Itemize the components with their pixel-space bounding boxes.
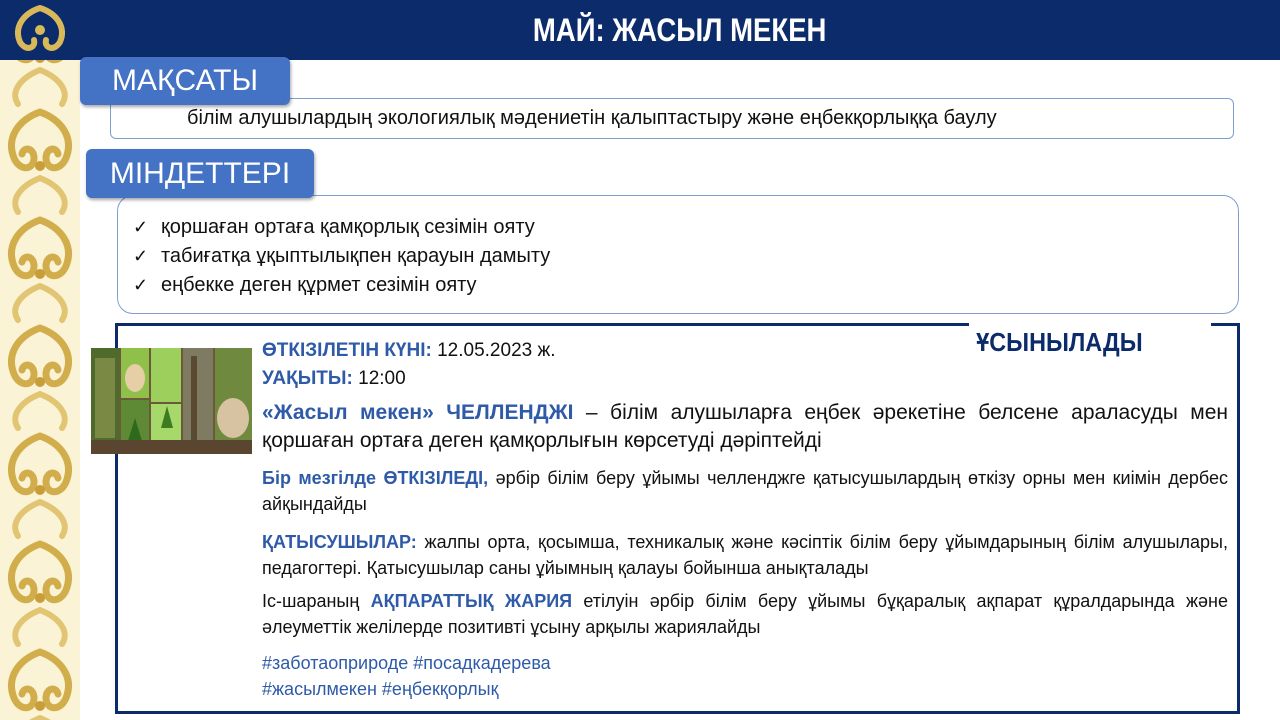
date-value: 12.05.2023 ж. [437,340,556,361]
tasks-label: МІНДЕТТЕРІ [86,149,314,198]
publicity-paragraph [262,588,1228,640]
frame-top-border [115,323,969,326]
hashtags [262,650,551,702]
goal-label: МАҚСАТЫ [80,57,290,105]
hashtags-line: #жасылмекен #еңбекқорлық [262,679,499,699]
check-icon: ✓ [133,246,149,266]
publicity-text: етілуін әрбір білім беру ұйымы бұқаралық ақпарат құралдарында және әлеуметтік желілерде позитивті ұсыну арқылы жариялайды [262,591,1228,637]
challenge-text: – білім алушыларға еңбек әрекетіне белсене араласуды мен қоршаған ортаға деген қамқорлығын көрсетуді дәріптейді [262,401,1228,452]
publicity-start: Іс-шараның [262,591,360,611]
schedule-text: әрбір білім беру ұйымы челленджге қатысушылардың өткізу орны мен киімін дербес айқындайды [262,468,1228,514]
hashtags-line: #заботаоприроде #посадкадерева [262,653,551,673]
check-icon: ✓ [133,275,149,295]
schedule-paragraph [262,465,1228,517]
task-item [133,213,1238,242]
frame-top-border [1211,323,1240,326]
recommended-label [976,327,1142,357]
recommended-label-text: ҰСЫНЫЛАДЫ [975,326,1143,357]
page-title: МАЙ: ЖАСЫЛ МЕКЕН [533,11,827,48]
date-label: ӨТКІЗІЛЕТІН КҮНІ: [262,340,432,361]
time-row [262,367,406,391]
goal-text: білім алушылардың экологиялық мәдениетін қалыптастыру және еңбекқорлыққа баулу [187,107,997,129]
planting-trees-photo [91,348,252,454]
tasks-box [117,195,1239,314]
time-label: УАҚЫТЫ: [262,368,353,389]
kazakh-ornament-border [0,0,80,720]
date-row [262,339,555,363]
task-text: қоршаған ортаға қамқорлық сезімін ояту [161,216,535,238]
challenge-word: ЧЕЛЛЕНДЖІ [446,401,574,424]
challenge-description [262,399,1228,455]
challenge-name: «Жасыл мекен» [262,401,434,424]
task-text: еңбекке деген құрмет сезімін ояту [161,274,477,296]
task-item [133,271,1238,300]
participants-lead: ҚАТЫСУШЫЛАР: [262,532,417,552]
task-text: табиғатқа ұқыптылықпен қарауын дамыту [161,245,551,267]
participants-paragraph [262,529,1228,581]
title-bar [80,0,1280,60]
check-icon: ✓ [133,217,149,237]
participants-text: жалпы орта, қосымша, техникалық және кәсіптік білім беру ұйымдарының білім алушылары, педагогтері. Қатысушылар саны ұйымның қалауы бойынша анықталады [262,532,1228,578]
schedule-lead: Бір мезгілде ӨТКІЗІЛЕДІ, [262,468,489,488]
publicity-lead: АҚПАРАТТЫҚ ЖАРИЯ [370,591,573,611]
time-value: 12:00 [358,368,406,389]
task-item [133,242,1238,271]
